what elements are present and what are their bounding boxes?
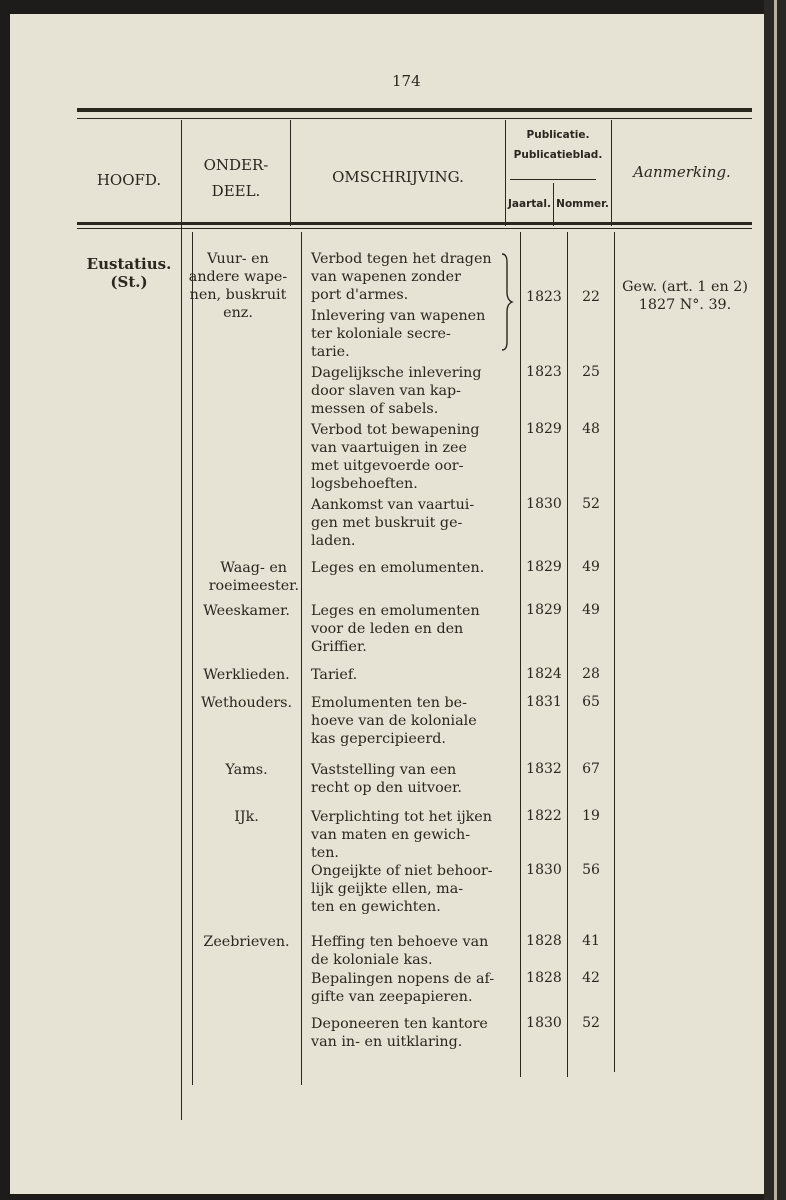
entry-jaartal: 1830: [526, 496, 562, 512]
hoofd-name: Eustatius.: [86, 255, 172, 273]
entry-nommer: 19: [582, 808, 600, 824]
entry-line: laden.: [311, 533, 356, 549]
entry-description: [311, 602, 522, 656]
entry-line: Tarief.: [311, 667, 358, 683]
entry-line: Vaststelling van een: [311, 762, 457, 778]
entry-line: Verbod tot bewapening: [311, 422, 480, 438]
bracket-jaartal: 1823: [526, 289, 562, 305]
entry-line: door slaven van kap-: [311, 383, 461, 399]
entry-line: Verplichting tot het ijken: [311, 809, 492, 825]
onderdeel-weeskamer: Weeskamer.: [203, 603, 290, 619]
entry-nommer: 52: [582, 496, 600, 512]
entry-nommer: 49: [582, 602, 600, 618]
entry-nommer: 67: [582, 761, 600, 777]
entry-description: [311, 250, 522, 304]
spine-edge: [774, 0, 777, 1200]
entry-bracket: [500, 252, 514, 352]
entry-description: [311, 496, 522, 550]
entry-jaartal: 1829: [526, 602, 562, 618]
entry-jaartal: 1822: [526, 808, 562, 824]
publicatie-sub-rule: [510, 179, 596, 180]
entry-jaartal: 1829: [526, 559, 562, 575]
entry-nommer: 65: [582, 694, 600, 710]
entry-line: Aankomst van vaartui-: [311, 497, 475, 513]
entry-description: [311, 933, 522, 969]
entry-description: [311, 307, 522, 361]
entry-line: port d'armes.: [311, 287, 409, 303]
column-divider-1: [181, 120, 182, 1120]
entry-description: [311, 421, 522, 493]
entry-line: gifte van zeepapieren.: [311, 989, 473, 1005]
entry-description: [311, 970, 522, 1006]
entry-jaartal: 1830: [526, 1015, 562, 1031]
entry-line: Griffier.: [311, 639, 367, 655]
entry-line: Deponeeren ten kantore: [311, 1016, 488, 1032]
header-top-rule: [77, 108, 752, 112]
onderdeel-waagmeester: Waag- en roeimeester.: [208, 560, 299, 594]
entry-nommer: 52: [582, 1015, 600, 1031]
entry-nommer: 41: [582, 933, 600, 949]
entry-description: [311, 559, 522, 577]
entry-line: Bepalingen nopens de af-: [311, 971, 495, 987]
entry-line: ten.: [311, 845, 339, 861]
onderdeel-yams: Yams.: [225, 762, 268, 778]
entry-jaartal: 1830: [526, 862, 562, 878]
entry-line: de koloniale kas.: [311, 952, 433, 968]
onderdeel-wethouders: Wethouders.: [200, 695, 293, 711]
entry-line: lijk geijkte ellen, ma-: [311, 881, 464, 897]
entry-line: van maten en gewich-: [311, 827, 471, 843]
onderdeel-ijk: IJk.: [234, 809, 259, 825]
bracket-icon: [500, 252, 514, 352]
entry-line: voor de leden en den: [311, 621, 464, 637]
entry-line: logsbehoeften.: [311, 476, 418, 492]
body-line-omschrijving: [301, 232, 302, 1085]
header-omschrijving: OMSCHRIJVING.: [332, 168, 464, 186]
entry-description: [311, 694, 522, 748]
entry-jaartal: 1823: [526, 364, 562, 380]
header-aanmerking: Aanmerking.: [633, 163, 731, 181]
entry-description: [311, 1015, 522, 1051]
entry-line: van vaartuigen in zee: [311, 440, 467, 456]
entry-line: met uitgevoerde oor-: [311, 458, 464, 474]
entry-jaartal: 1829: [526, 421, 562, 437]
entry-line: tarie.: [311, 344, 350, 360]
header-onderdeel-1: ONDER-: [203, 156, 269, 174]
entry-line: messen of sabels.: [311, 401, 439, 417]
entry-nommer: 28: [582, 666, 600, 682]
entry-line: Heffing ten behoeve van: [311, 934, 489, 950]
bracket-nommer: 22: [582, 289, 600, 305]
hoofd-qualifier: (St.): [110, 273, 148, 291]
entry-line: Dagelijksche inlevering: [311, 365, 482, 381]
onderdeel-zeebrieven: Zeebrieven.: [203, 934, 290, 950]
entry-jaartal: 1828: [526, 970, 562, 986]
body-line-aanmerking: [614, 232, 615, 1072]
entry-line: ter koloniale secre-: [311, 326, 451, 342]
entry-jaartal: 1828: [526, 933, 562, 949]
entry-description: [311, 761, 522, 797]
header-bottom-rule: [77, 222, 752, 225]
entry-line: gen met buskruit ge-: [311, 515, 463, 531]
page-number: 174: [392, 72, 421, 90]
entry-nommer: 42: [582, 970, 600, 986]
body-line-nommer: [567, 232, 568, 1077]
entry-line: recht op den uitvoer.: [311, 780, 462, 796]
entry-jaartal: 1832: [526, 761, 562, 777]
onderdeel-vuurwapenen: Vuur- en andere wape- nen, buskruit enz.: [188, 251, 288, 321]
entry-line: hoeve van de koloniale: [311, 713, 477, 729]
entry-line: Verbod tegen het dragen: [311, 251, 492, 267]
header-jaartal: Jaartal.: [508, 198, 551, 210]
entry-line: Ongeijkte of niet behoor-: [311, 863, 493, 879]
entry-description: [311, 862, 522, 916]
header-publicatieblad: Publicatieblad.: [513, 149, 603, 161]
entry-line: ten en gewichten.: [311, 899, 441, 915]
aanmerking-note: Gew. (art. 1 en 2) 1827 N°. 39.: [622, 279, 748, 313]
entry-nommer: 49: [582, 559, 600, 575]
entry-nommer: 48: [582, 421, 600, 437]
entry-description: [311, 666, 522, 684]
entry-description: [311, 808, 522, 862]
entry-nommer: 25: [582, 364, 600, 380]
header-onderdeel-2: DEEL.: [211, 182, 261, 200]
header-top-thin-rule: [77, 118, 752, 119]
body-line-onderdeel: [192, 232, 193, 1085]
entry-line: kas gepercipieerd.: [311, 731, 446, 747]
entry-line: Emolumenten ten be-: [311, 695, 467, 711]
entry-line: van in- en uitklaring.: [311, 1034, 463, 1050]
entry-jaartal: 1831: [526, 694, 562, 710]
entry-line: Leges en emolumenten.: [311, 560, 485, 576]
header-publicatie: Publicatie.: [526, 129, 590, 141]
entry-line: Inlevering van wapenen: [311, 308, 486, 324]
entry-line: van wapenen zonder: [311, 269, 461, 285]
onderdeel-werklieden: Werklieden.: [203, 667, 290, 683]
entry-jaartal: 1824: [526, 666, 562, 682]
entry-line: Leges en emolumenten: [311, 603, 480, 619]
header-hoofd: HOOFD.: [96, 171, 162, 189]
header-bottom-thin-rule: [77, 228, 752, 229]
entry-nommer: 56: [582, 862, 600, 878]
entry-description: [311, 364, 522, 418]
header-nommer: Nommer.: [556, 198, 609, 210]
